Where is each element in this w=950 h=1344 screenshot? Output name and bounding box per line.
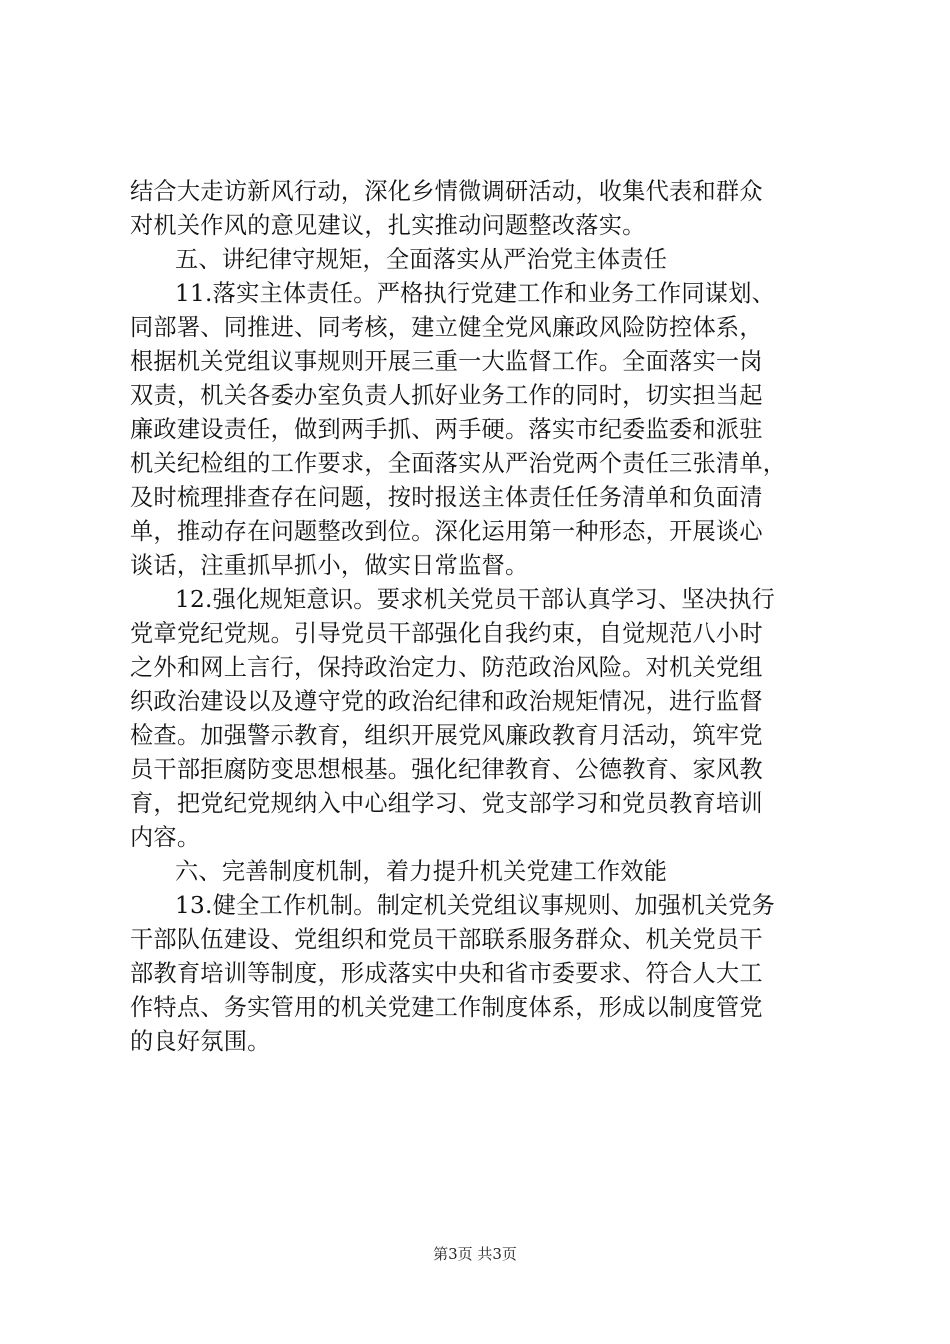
text-line: 干部队伍建设、党组织和党员干部联系服务群众、机关党员干: [130, 926, 763, 953]
text-line: 员干部拒腐防变思想根基。强化纪律教育、公德教育、家风教: [130, 756, 763, 783]
text-line: 的良好氛围。: [130, 1028, 271, 1055]
section-heading-5: 五、讲纪律守规矩，全面落实从严治党主体责任: [175, 246, 668, 273]
text-line: 育，把党纪党规纳入中心组学习、党支部学习和党员教育培训: [130, 790, 763, 817]
text-line: 对机关作风的意见建议，扎实推动问题整改落实。: [130, 212, 646, 239]
text-line: 结合大走访新风行动，深化乡情微调研活动，收集代表和群众: [130, 178, 763, 205]
section-heading-6: 六、完善制度机制，着力提升机关党建工作效能: [175, 858, 668, 885]
text-line: 部教育培训等制度，形成落实中央和省市委要求、符合人大工: [130, 960, 763, 987]
text-line: 机关纪检组的工作要求，全面落实从严治党两个责任三张清单，: [130, 450, 787, 477]
text-line: 13.健全工作机制。制定机关党组议事规则、加强机关党务: [175, 892, 776, 919]
text-line: 双责，机关各委办室负责人抓好业务工作的同时，切实担当起: [130, 382, 763, 409]
text-line: 织政治建设以及遵守党的政治纪律和政治规矩情况，进行监督: [130, 688, 763, 715]
page-footer: 第3页 共3页: [433, 1245, 517, 1263]
text-line: 检查。加强警示教育，组织开展党风廉政教育月活动，筑牢党: [130, 722, 763, 749]
text-line: 12.强化规矩意识。要求机关党员干部认真学习、坚决执行: [175, 586, 776, 613]
text-line: 内容。: [130, 824, 201, 851]
text-line: 及时梳理排查存在问题，按时报送主体责任任务清单和负面清: [130, 484, 763, 511]
text-line: 党章党纪党规。引导党员干部强化自我约束，自觉规范八小时: [130, 620, 763, 647]
text-line: 作特点、务实管用的机关党建工作制度体系，形成以制度管党: [130, 994, 763, 1021]
text-line: 同部署、同推进、同考核，建立健全党风廉政风险防控体系，: [130, 314, 763, 341]
text-line: 廉政建设责任，做到两手抓、两手硬。落实市纪委监委和派驻: [130, 416, 763, 443]
text-line: 11.落实主体责任。严格执行党建工作和业务工作同谋划、: [175, 280, 776, 307]
text-line: 根据机关党组议事规则开展三重一大监督工作。全面落实一岗: [130, 348, 763, 375]
text-line: 单，推动存在问题整改到位。深化运用第一种形态，开展谈心: [130, 518, 763, 545]
text-line: 之外和网上言行，保持政治定力、防范政治风险。对机关党组: [130, 654, 763, 681]
text-line: 谈话，注重抓早抓小，做实日常监督。: [130, 552, 529, 579]
